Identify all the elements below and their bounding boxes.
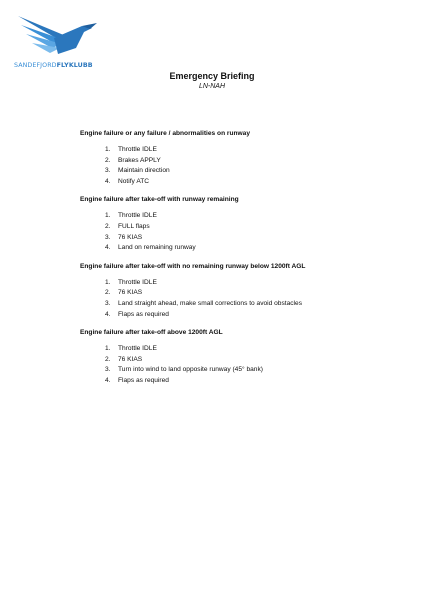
section-runway-remaining <box>80 196 410 253</box>
club-name-part2: FLYKLUBB <box>56 62 93 69</box>
checklist-item: 4. Notify ATC <box>105 177 150 185</box>
section-heading: Engine failure after take-off with runway remaining <box>80 196 239 204</box>
checklist <box>80 211 410 253</box>
section-heading: Engine failure or any failure / abnormalities on runway <box>80 130 251 137</box>
checklist-item: 2. 76 KIAS <box>105 355 143 363</box>
briefing-content <box>80 130 410 396</box>
page-title: Emergency Briefing <box>169 71 255 81</box>
checklist <box>80 145 410 187</box>
section-runway-failure <box>80 130 410 187</box>
checklist <box>80 278 410 320</box>
checklist-item: 1. Throttle IDLE <box>105 146 157 153</box>
checklist-item: 1. Throttle IDLE <box>105 278 157 286</box>
checklist-item: 3. Maintain direction <box>105 167 170 175</box>
checklist-item: 4. Flaps as required <box>105 310 169 318</box>
checklist-item: 3. Land straight ahead, make small corrections to avoid obstacles <box>105 299 302 307</box>
checklist <box>80 344 410 386</box>
checklist-item: 4. Land on remaining runway <box>105 244 196 252</box>
checklist-item: 4. Flaps as required <box>105 376 169 384</box>
club-name-part1: SANDEFJORD <box>14 62 57 69</box>
section-above-1200 <box>80 329 410 386</box>
page-subtitle: LN-NAH <box>198 83 226 90</box>
section-no-runway-below-1200 <box>80 263 410 320</box>
checklist-item: 3. 76 KIAS <box>105 233 143 241</box>
section-heading: Engine failure after take-off with no remaining runway below 1200ft AGL <box>80 262 306 270</box>
club-logo <box>14 14 100 70</box>
section-heading: Engine failure after take-off above 1200ft AGL <box>80 329 223 337</box>
bird-logo-icon <box>18 14 98 60</box>
checklist-item: 1. Throttle IDLE <box>105 212 157 220</box>
checklist-item: 2. FULL flaps <box>105 222 150 230</box>
checklist-item: 2. Brakes APPLY <box>105 156 161 164</box>
checklist-item: 1. Throttle IDLE <box>105 345 157 353</box>
club-name <box>14 62 93 69</box>
checklist-item: 3. Turn into wind to land opposite runway (45° bank) <box>105 366 263 374</box>
checklist-item: 2. 76 KIAS <box>105 289 143 297</box>
